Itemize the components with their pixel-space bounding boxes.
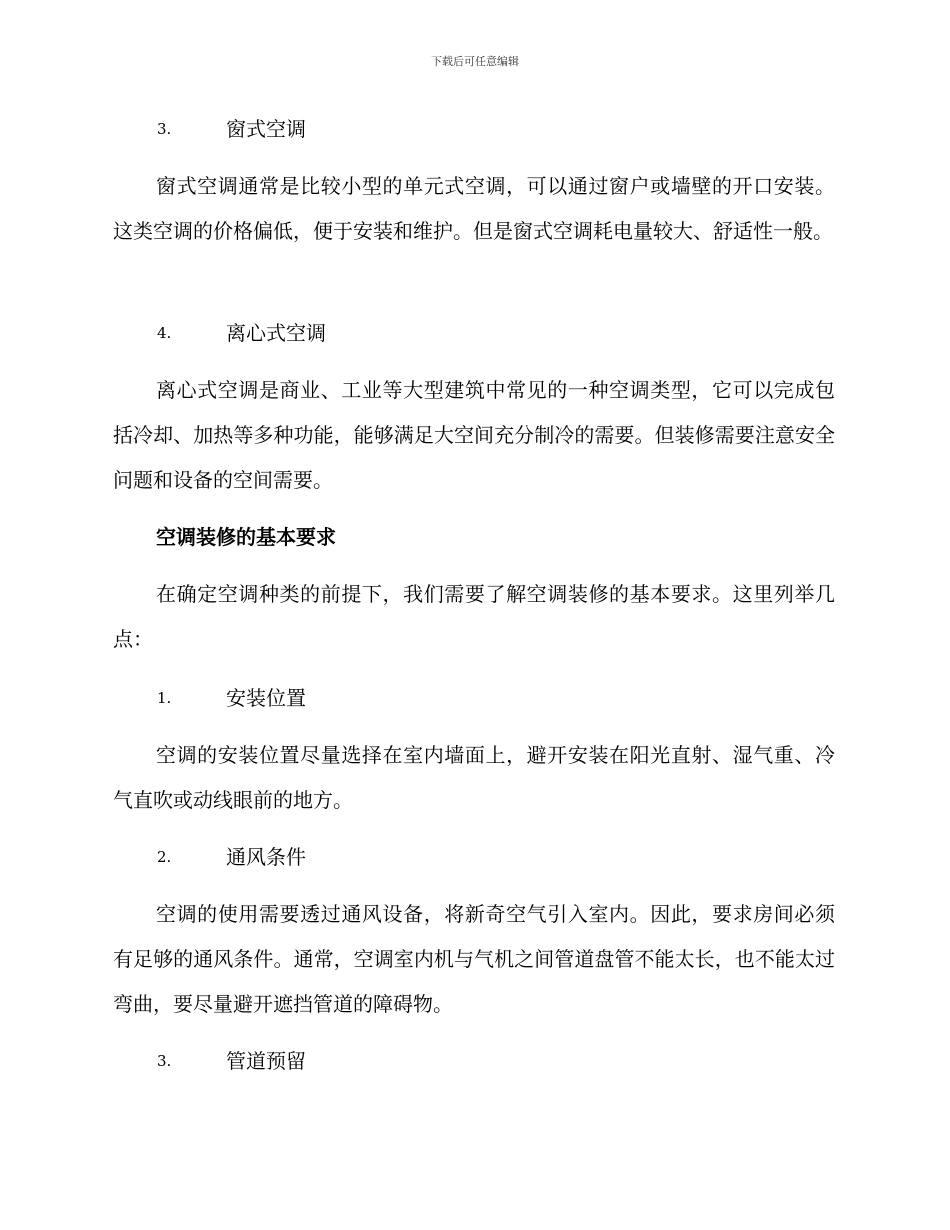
paragraph-centrifugal-ac: 离心式空调是商业、工业等大型建筑中常见的一种空调类型，它可以完成包括冷却、加热等多种功能，能够满足大空间充分制冷的需要。但装修需要注意安全问题和设备的空间需要。 [113,378,835,492]
paragraph-install-position: 空调的安装位置尽量选择在室内墙面上，避开安装在阳光直射、湿气重、冷气直吹或动线眼前的地方。 [113,743,835,812]
list-number: 1. [157,689,172,707]
list-number: 2. [157,848,172,866]
paragraph-requirements-intro: 在确定空调种类的前提下，我们需要了解空调装修的基本要求。这里列举几点： [113,582,835,651]
page-header: 下载后可任意编辑 [431,55,519,68]
paragraph-ventilation: 空调的使用需要透过通风设备，将新奇空气引入室内。因此，要求房间必须有足够的通风条件。通常，空调室内机与气机之间管道盘管不能太长，也不能太过弯曲，要尽量避开遮挡管道的障碍物。 [113,902,835,1016]
list-number: 3. [157,120,172,138]
list-number: 4. [157,324,172,342]
list-label: 离心式空调 [226,321,326,345]
list-label: 窗式空调 [226,117,306,141]
list-label: 管道预留 [226,1049,306,1073]
paragraph-window-ac: 窗式空调通常是比较小型的单元式空调，可以通过窗户或墙壁的开口安装。这类空调的价格偏低，便于安装和维护。但是窗式空调耗电量较大、舒适性一般。 [113,174,835,243]
section-heading: 空调装修的基本要求 [156,525,336,549]
list-label: 安装位置 [226,686,306,710]
list-label: 通风条件 [226,845,306,869]
list-number: 3. [157,1052,172,1070]
